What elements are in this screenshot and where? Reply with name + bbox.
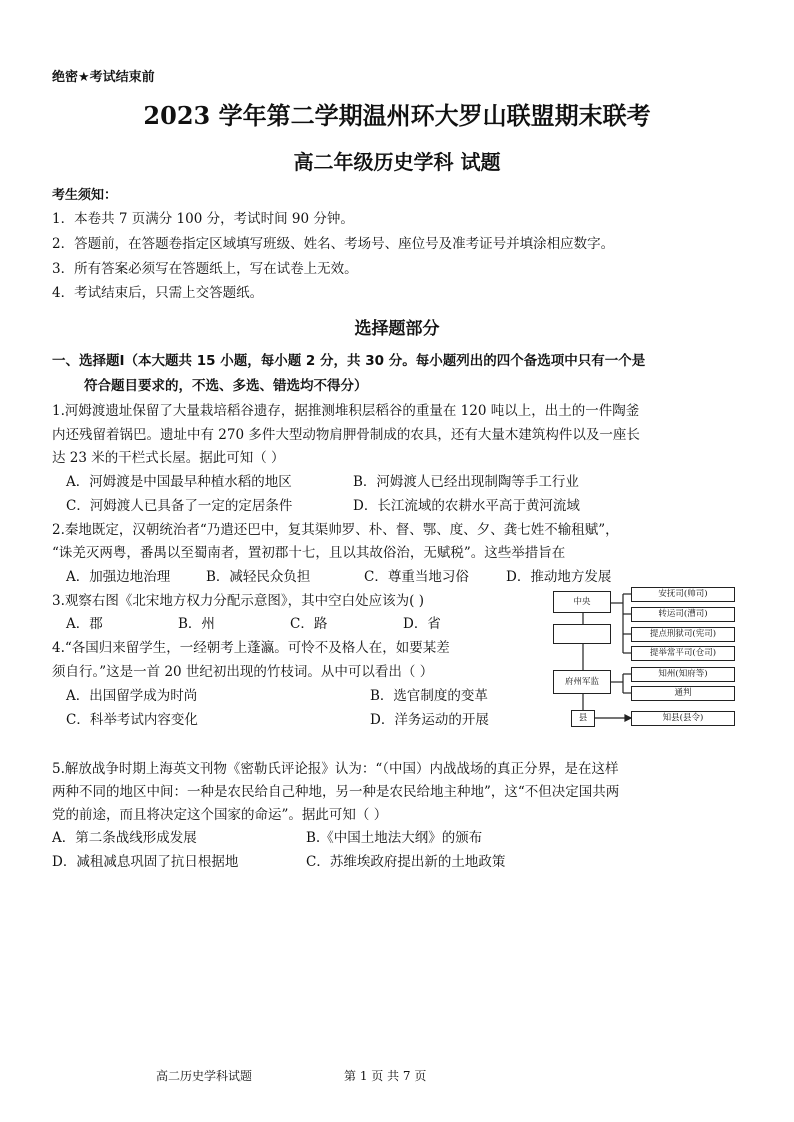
q1-stem: 1.河姆渡遗址保留了大量栽培稻谷遗存，据推测堆积层稻谷的重量在 120 吨以上，出土的一件陶釜 <box>52 403 640 419</box>
q5-option-d: D．减租减息巩固了抗日根据地 <box>52 854 239 870</box>
q2-stem: “诛羌灭两粤，番禺以至蜀南者，置初郡十七，且以其故俗治，无赋税”。这些举措旨在 <box>52 545 566 561</box>
tongpan-box: 通判 <box>631 686 735 701</box>
q5-option-b: B.《中国土地法大纲》的颁布 <box>306 830 483 846</box>
notice-item: 2．答题前，在答题卷指定区域填写班级、姓名、考场号、座位号及准考证号并填涂相应数字。 <box>52 236 615 252</box>
zhizhou-box: 知州(知府等) <box>631 667 735 682</box>
notice-item: 4．考试结束后，只需上交答题纸。 <box>52 285 264 301</box>
q2-option-c: C．尊重当地习俗 <box>364 569 469 585</box>
q4-option-c: C．科举考试内容变化 <box>66 712 198 728</box>
notice-heading: 考生须知： <box>52 188 118 203</box>
q1-stem: 内还残留着锅巴。遗址中有 270 多件大型动物肩胛骨制成的农具，还有大量木建筑构件以及一座长 <box>52 427 640 443</box>
part1-heading-cont: 符合题目要求的，不选、多选、错选均不得分） <box>84 378 368 394</box>
footer-page-number: 第 1 页 共 7 页 <box>344 1069 427 1083</box>
part1-heading: 一、选择题Ⅰ（本大题共 15 小题，每小题 2 分，共 30 分。每小题列出的四个备选项中只有一个是 <box>52 353 646 369</box>
office-box-tidian: 提点刑狱司(宪司) <box>631 627 735 642</box>
q2-option-b: B．减轻民众负担 <box>206 569 311 585</box>
q1-stem: 达 23 米的干栏式长屋。据此可知（ ） <box>52 450 285 466</box>
q1-option-a: A．河姆渡是中国最早种植水稻的地区 <box>66 474 292 490</box>
footer-subject: 高二历史学科试题 <box>156 1069 253 1083</box>
q5-option-a: A．第二条战线形成发展 <box>52 830 197 846</box>
q1-option-b: B．河姆渡人已经出现制陶等手工行业 <box>353 474 579 490</box>
q3-option-d: D．省 <box>403 616 441 632</box>
central-box: 中央 <box>553 591 611 613</box>
q3-option-b: B．州 <box>178 616 215 632</box>
office-box-anfu: 安抚司(帅司) <box>631 587 735 602</box>
q4-option-a: A．出国留学成为时尚 <box>66 688 198 704</box>
zhixian-box: 知县(县令) <box>631 711 735 726</box>
prefecture-box: 府州军监 <box>553 670 611 694</box>
q5-stem: 两种不同的地区中间：一种是农民给自己种地，另一种是农民给地主种地”，这“不但决定国共两 <box>52 784 620 800</box>
q5-stem: 党的前途，而且将决定这个国家的命运”。据此可知（ ） <box>52 807 388 823</box>
q4-stem: 须自行。”这是一首 20 世纪初出现的竹枝词。从中可以看出（ ） <box>52 664 434 680</box>
q3-stem: 3.观察右图《北宋地方权力分配示意图》，其中空白处应该为( ) <box>52 593 424 609</box>
exam-subtitle: 高二年级历史学科 试题 <box>293 150 501 174</box>
office-box-tiju: 提举常平司(仓司) <box>631 646 735 661</box>
q1-option-c: C．河姆渡人已具备了一定的定居条件 <box>66 498 293 514</box>
q2-option-a: A．加强边地治理 <box>66 569 171 585</box>
q3-option-a: A．郡 <box>66 616 103 632</box>
exam-title: 2023 学年第二学期温州环大罗山联盟期末联考 <box>143 101 651 130</box>
county-box: 县 <box>571 710 595 727</box>
notice-item: 3．所有答案必须写在答题纸上，写在试卷上无效。 <box>52 261 358 277</box>
q4-option-d: D．洋务运动的开展 <box>370 712 489 728</box>
office-box-zhuanyun: 转运司(漕司) <box>631 607 735 622</box>
q1-option-d: D．长江流域的农耕水平高于黄河流域 <box>353 498 580 514</box>
q2-option-d: D．推动地方发展 <box>506 569 612 585</box>
q5-option-c: C．苏维埃政府提出新的土地政策 <box>306 854 506 870</box>
song-power-diagram <box>549 586 741 731</box>
q3-option-c: C．路 <box>290 616 328 632</box>
q4-option-b: B．选官制度的变革 <box>370 688 488 704</box>
confidential-label: 绝密★考试结束前 <box>52 70 155 85</box>
blank-answer-box <box>553 624 611 644</box>
notice-item: 1．本卷共 7 页满分 100 分，考试时间 90 分钟。 <box>52 211 354 227</box>
section-title: 选择题部分 <box>354 319 440 339</box>
q4-stem: 4.“各国归来留学生，一经朝考上蓬瀛。可怜不及格人在，如要某差 <box>52 640 450 656</box>
q5-stem: 5.解放战争时期上海英文刊物《密勒氏评论报》认为：“（中国）内战战场的真正分界，是在这样 <box>52 761 619 777</box>
q2-stem: 2.秦地既定，汉朝统治者“乃遣还巴中，复其渠帅罗、朴、督、鄂、度、夕、龚七姓不输租赋”， <box>52 522 619 538</box>
